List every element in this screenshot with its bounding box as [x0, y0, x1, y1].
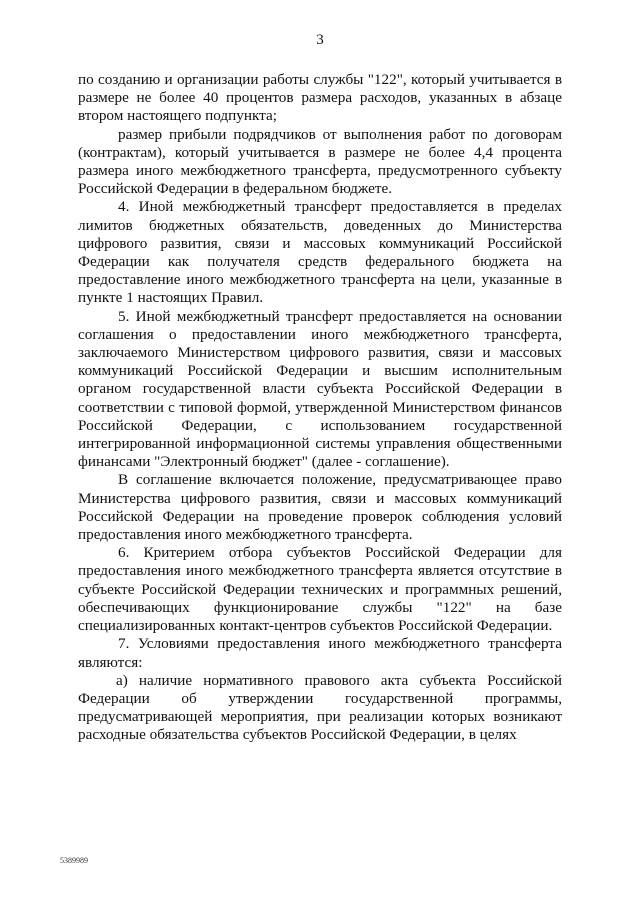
paragraph-agreement-provision: В соглашение включается положение, предусматривающее право Министерства цифрового развития, связи и массовых коммуникаций Российской Федерации на проведение проверок соблюдения условий предоставления иного межбюджетного трансферта.: [78, 471, 562, 544]
paragraph-contractor-profit: размер прибыли подрядчиков от выполнения работ по договорам (контрактам), который учитывается в размере не более 4,4 процента размера иного межбюджетного трансферта, предусмотренного субъекту Российской Федерации в федеральном бюджете.: [78, 125, 562, 198]
paragraph-continuation: по созданию и организации работы службы "122", который учитывается в размере не более 40 процентов размера расходов, указанных в абзаце втором настоящего подпункта;: [78, 71, 562, 125]
paragraph-item-7: 7. Условиями предоставления иного межбюджетного трансферта являются:: [78, 635, 562, 671]
document-code: 5389989: [60, 856, 88, 865]
paragraph-item-6: 6. Критерием отбора субъектов Российской Федерации для предоставления иного межбюджетного трансферта является отсутствие в субъекте Российской Федерации технических и программных решений, обеспечивающих функционирование службы "122" на базе специализированных контакт-центров субъектов Российской Федерации.: [78, 544, 562, 635]
paragraph-subitem-a: а) наличие нормативного правового акта субъекта Российской Федерации об утверждении государственной программы, предусматривающей мероприятия, при реализации которых возникают расходные обязательства субъектов Российской Федерации, в целях: [78, 671, 562, 744]
paragraph-item-5: 5. Иной межбюджетный трансферт предоставляется на основании соглашения о предоставлении иного межбюджетного трансферта, заключаемого Министерством цифрового развития, связи и массовых коммуникаций Российской Федерации и высшим исполнительным органом государственной власти субъекта Российской Федерации в соответствии с типовой формой, утвержденной Министерством финансов Российской Федерации, с использованием государственной интегрированной информационной системы управления общественными финансами "Электронный бюджет" (далее - соглашение).: [78, 307, 562, 471]
document-body: [78, 71, 562, 745]
page-number: 3: [316, 32, 324, 48]
paragraph-item-4: 4. Иной межбюджетный трансферт предоставляется в пределах лимитов бюджетных обязательств, доведенных до Министерства цифрового развития, связи и массовых коммуникаций Российской Федерации как получателя средств федерального бюджета на предоставление иного межбюджетного трансферта на цели, указанные в пункте 1 настоящих Правил.: [78, 198, 562, 307]
